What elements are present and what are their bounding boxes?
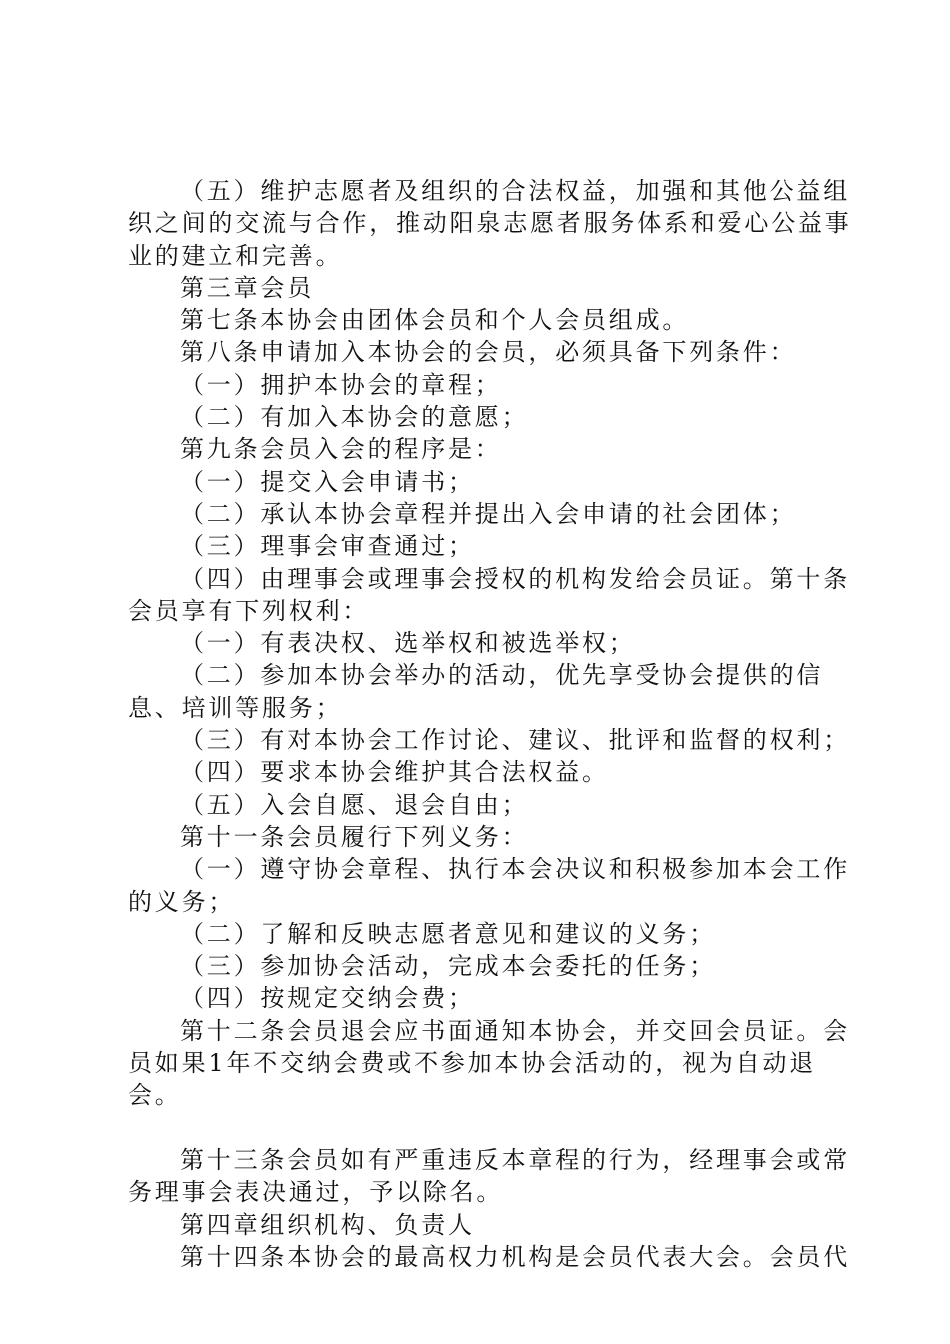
- paragraph-article10-item1: （一）有表决权、选举权和被选举权；: [180, 629, 636, 658]
- paragraph-article11: 第十一条会员履行下列义务：: [180, 822, 529, 851]
- paragraph-article9: 第九条会员入会的程序是：: [180, 435, 502, 464]
- paragraph-article8: 第八条申请加入本协会的会员，必须具备下列条件：: [180, 338, 797, 367]
- paragraph-article9-item2: （二）承认本协会章程并提出入会申请的社会团体；: [180, 499, 797, 528]
- paragraph-article6-item5: （五）维护志愿者及组织的合法权益，加强和其他公益组织之间的交流与合作，推动阳泉志愿者服务体系和爱心公益事业的建立和完善。: [128, 177, 852, 270]
- document-body: [128, 175, 868, 1273]
- paragraph-article9-item4-article10: （四）由理事会或理事会授权的机构发给会员证。第十条会员享有下列权利：: [128, 564, 850, 625]
- paragraph-article10-item2: （二）参加本协会举办的活动，优先享受协会提供的信息、培训等服务；: [128, 661, 824, 722]
- paragraph-article8-item2: （二）有加入本协会的意愿；: [180, 403, 529, 432]
- paragraph-article10-item3: （三）有对本协会工作讨论、建议、批评和监督的权利；: [180, 726, 850, 755]
- paragraph-article11-item2: （二）了解和反映志愿者意见和建议的义务；: [180, 919, 716, 948]
- chapter-4-heading: 第四章组织机构、负责人: [180, 1210, 475, 1239]
- paragraph-article10-item5: （五）入会自愿、退会自由；: [180, 790, 529, 819]
- paragraph-article13: 第十三条会员如有严重违反本章程的行为，经理事会或常务理事会表决通过，予以除名。: [128, 1145, 850, 1207]
- paragraph-article12: 第十二条会员退会应书面通知本协会，并交回会员证。会员如果1年不交纳会费或不参加本协会活动的，视为自动退会。: [128, 1016, 850, 1110]
- paragraph-article11-item4: （四）按规定交纳会费；: [180, 984, 475, 1013]
- chapter-3-heading: 第三章会员: [180, 273, 314, 302]
- paragraph-article11-item1: （一）遵守协会章程、执行本会决议和积极参加本会工作的义务；: [128, 855, 850, 916]
- paragraph-article7: 第七条本协会由团体会员和个人会员组成。: [180, 306, 690, 335]
- paragraph-article10-item4: （四）要求本协会维护其合法权益。: [180, 758, 609, 787]
- paragraph-article11-item3: （三）参加协会活动，完成本会委托的任务；: [180, 952, 716, 981]
- paragraph-article9-item1: （一）提交入会申请书；: [180, 467, 475, 496]
- paragraph-spacer: [128, 1112, 868, 1144]
- paragraph-article8-item1: （一）拥护本协会的章程；: [180, 370, 502, 399]
- paragraph-article9-item3: （三）理事会审查通过；: [180, 532, 475, 561]
- paragraph-article14: 第十四条本协会的最高权力机构是会员代表大会。会员代: [180, 1242, 850, 1271]
